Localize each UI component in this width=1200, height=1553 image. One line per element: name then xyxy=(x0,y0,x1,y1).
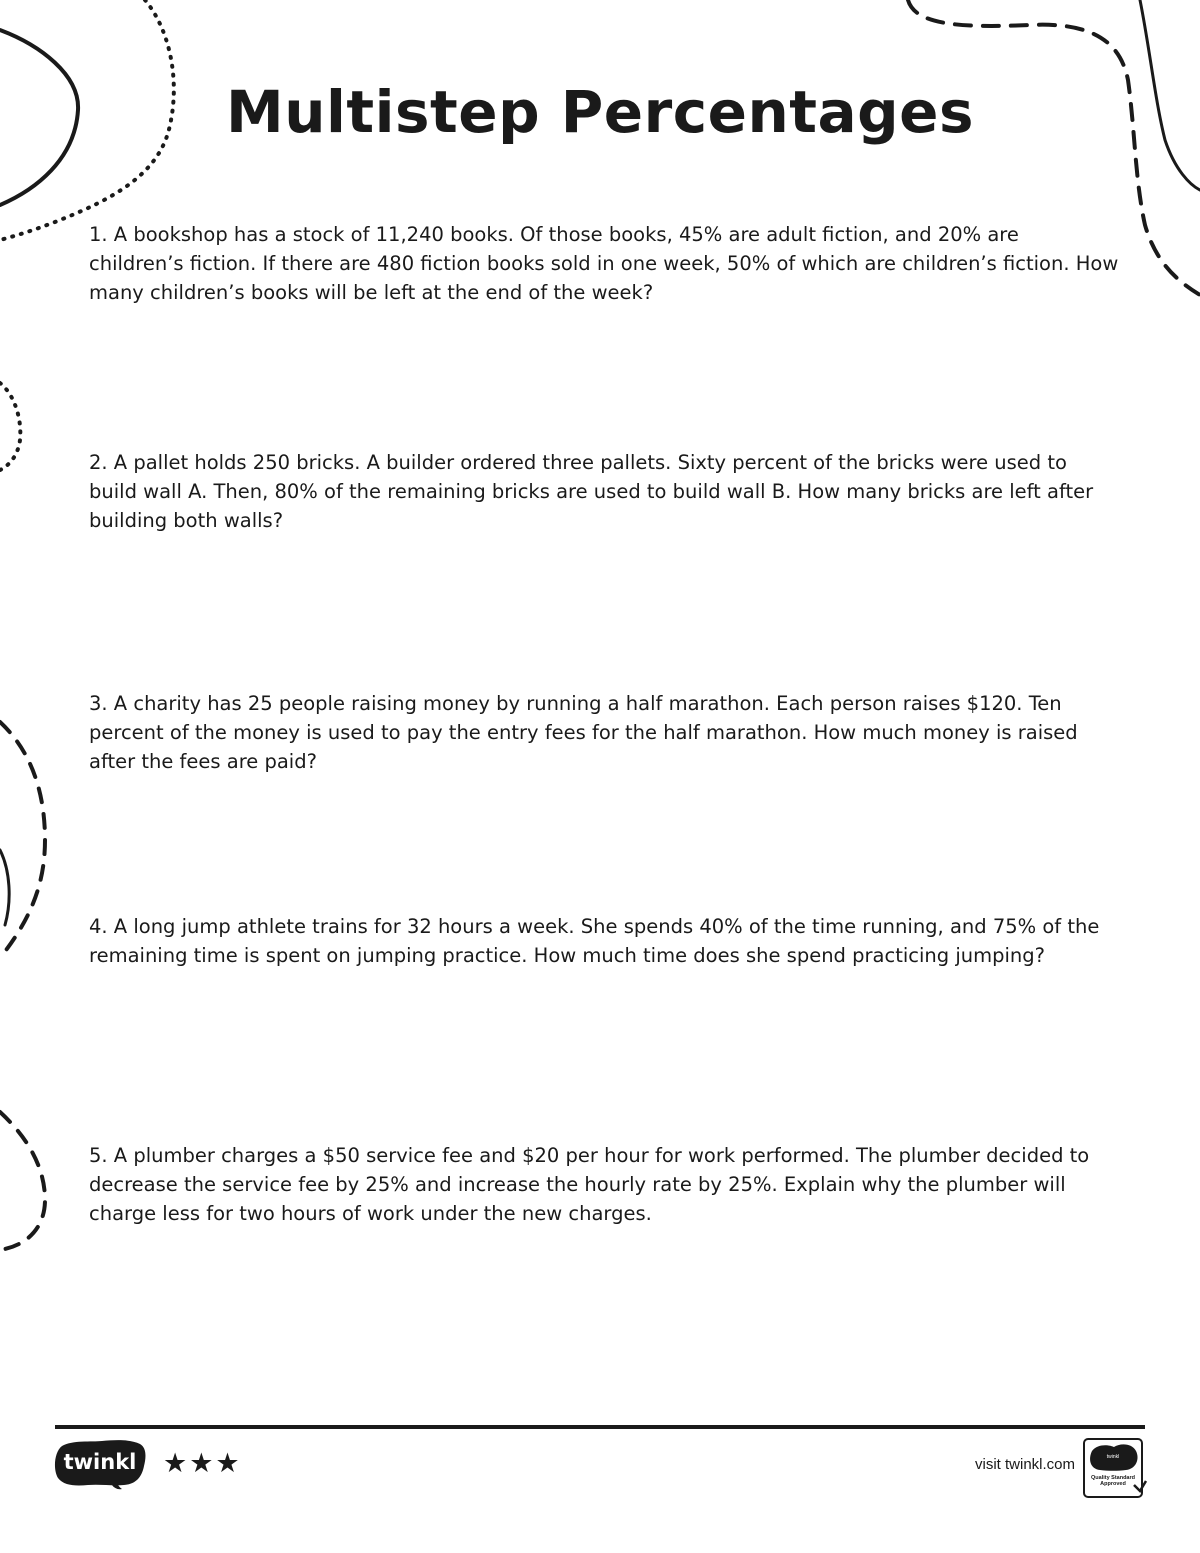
visit-link[interactable]: visit twinkl.com xyxy=(974,1456,1075,1473)
badge-line-2: Approved xyxy=(1100,1481,1126,1487)
twinkl-logo xyxy=(52,1438,148,1490)
difficulty-stars-icon: ★★★ xyxy=(163,1448,242,1479)
question-4: 4. A long jump athlete trains for 32 hours a week. She spends 40% of the time running, and 75% of the remaining time is spent on jumping practice. How much time does she spend practicing jumping? xyxy=(89,915,1100,967)
page-title: Multistep Percentages xyxy=(226,78,974,146)
badge-caption xyxy=(1084,1475,1142,1487)
question-1: 1. A bookshop has a stock of 11,240 books. Of those books, 45% are adult fiction, and 20% are children’s fiction. If there are 480 fiction books sold in one week, 50% of which are children’s fiction. How many children’s books will be left at the end of the week? xyxy=(89,223,1119,304)
question-2: 2. A pallet holds 250 bricks. A builder ordered three pallets. Sixty percent of the bricks were used to build wall A. Then, 80% of the remaining bricks are used to build wall B. How many bricks are left after building both walls? xyxy=(89,451,1094,532)
quality-standard-badge-icon xyxy=(1082,1437,1148,1499)
footer-divider xyxy=(55,1425,1145,1429)
badge-line-1: Quality Standard xyxy=(1090,1475,1135,1481)
question-3: 3. A charity has 25 people raising money by running a half marathon. Each person raises $120. Ten percent of the money is used to pay the entry fees for the half marathon. How much money is raised after the fees are paid? xyxy=(89,692,1078,773)
badge-top-text: twinkl xyxy=(1106,1454,1120,1460)
question-5: 5. A plumber charges a $50 service fee and $20 per hour for work performed. The plumber decided to decrease the service fee by 25% and increase the hourly rate by 25%. Explain why the plumber will charge less for two hours of work under the new charges. xyxy=(89,1144,1090,1225)
logo-text: twinkl xyxy=(63,1450,137,1474)
